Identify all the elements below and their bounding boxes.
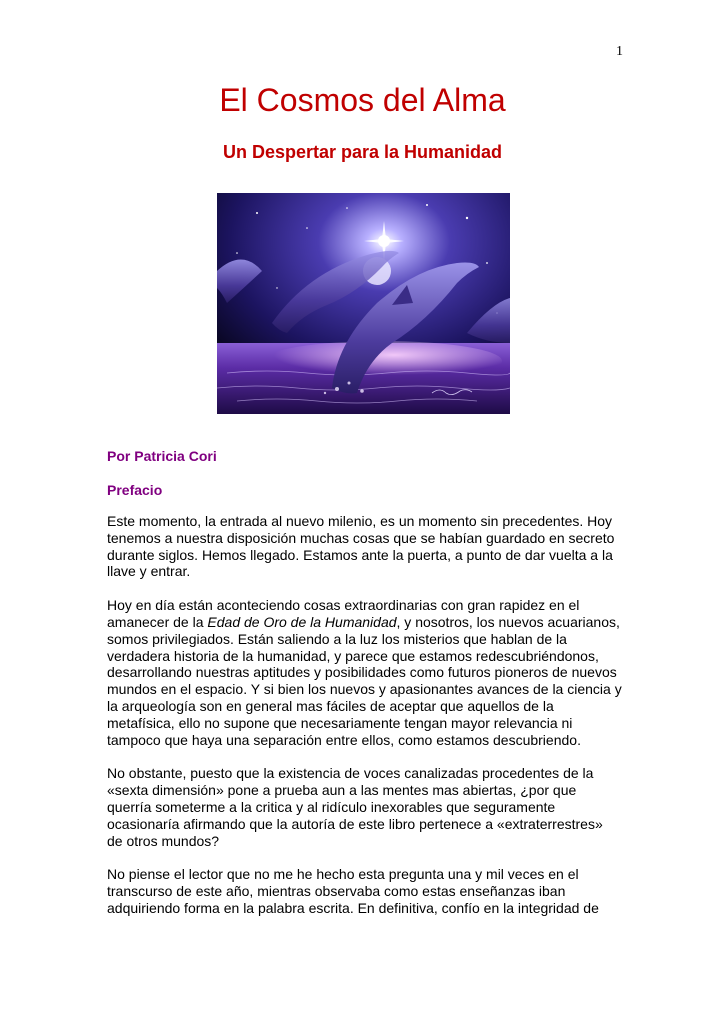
paragraph: No obstante, puesto que la existencia de voces canalizadas procedentes de la «sexta dimensión» pone a prueba aun a las mentes mas abiertas, ¿por que querría someterme a la critica y al ridículo inexorables que seguramente ocasionaría afirmando que la autoría de este libro pertenece a «extraterrestres» de otros mundos? [107, 765, 603, 849]
paragraph-text: Hoy en día están aconteciendo cosas extraordinarias con gran rapidez en el amanecer de la [107, 597, 580, 630]
section-heading: Prefacio [107, 482, 163, 498]
page-number: 1 [616, 44, 623, 59]
paragraph-text: , y nosotros, los nuevos acuarianos, somos privilegiados. Están saliendo a la luz los misterios que hablan de la verdadera historia de la humanidad, y parece que estamos redescubriéndonos, desarrollando nuestras aptitudes y posibilidades como futuros pioneros de nuevos mundos en el espacio. Y si bien los nuevos y apasionantes avances de la ciencia y la arqueología son en general mas fáciles de aceptar que aquellos de la metafísica, ello no supone que necesariamente tengan mayor relevancia ni tampoco que haya una separación entre ellos, como estamos descubriendo. [107, 613, 622, 748]
book-title-italic: Edad de Oro de la Humanidad [207, 613, 397, 630]
paragraph [107, 597, 622, 748]
paragraph: Este momento, la entrada al nuevo milenio, es un momento sin precedentes. Hoy tenemos a nuestra disposición muchas cosas que se habían guardado en secreto durante siglos. Hemos llegado. Estamos ante la puerta, a punto de dar vuelta a la llave y entrar. [107, 513, 615, 580]
document-subtitle: Un Despertar para la Humanidad [222, 142, 503, 162]
cover-image [217, 193, 510, 414]
body-text [107, 513, 622, 934]
document-title: El Cosmos del Alma [219, 82, 506, 118]
dolphins-illustration [217, 193, 510, 414]
author-line: Por Patricia Cori [107, 448, 217, 464]
paragraph: No piense el lector que no me he hecho esta pregunta una y mil veces en el transcurso de este año, mientras observaba como estas enseñanzas iban adquiriendo forma en la palabra escrita. En definitiva, confío en la integridad de [107, 866, 599, 916]
